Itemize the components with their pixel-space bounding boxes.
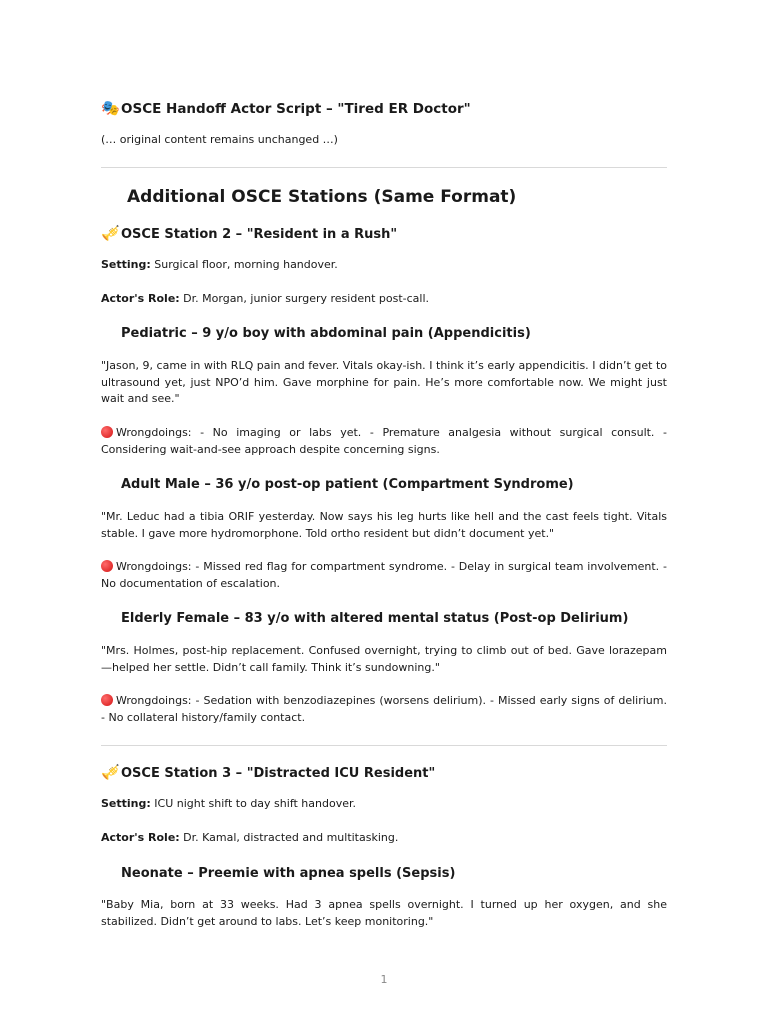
theater-masks-icon: 🎭	[101, 99, 120, 117]
script-title: 🎭OSCE Handoff Actor Script – "Tired ER Doctor"	[101, 99, 471, 117]
trumpet-icon: 🎺	[101, 763, 120, 781]
station-3-setting: Setting: ICU night shift to day shift handover.	[101, 797, 356, 810]
case-quote: "Jason, 9, came in with RLQ pain and fever. Vitals okay-ish. I think it’s early appendicitis. I didn’t get to ultrasound yet, just NPO’d him. Gave morphine for pain. He’s more comfortable now. We might just wait and see."	[101, 359, 667, 405]
page-number: 1	[380, 973, 388, 986]
case-title: Pediatric – 9 y/o boy with abdominal pain (Appendicitis)	[121, 326, 531, 341]
red-circle-icon	[101, 560, 113, 572]
case-title: Neonate – Preemie with apnea spells (Sepsis)	[121, 866, 456, 881]
case-wrongdoings: Wrongdoings: - Missed red flag for compartment syndrome. - Delay in surgical team involvement. - No documentation of escalation.	[101, 560, 667, 590]
unchanged-note: (… original content remains unchanged …)	[101, 133, 338, 146]
trumpet-icon: 🎺	[101, 224, 120, 242]
divider	[101, 167, 667, 168]
case-wrongdoings: Wrongdoings: - No imaging or labs yet. - Premature analgesia without surgical consult. - Considering wait-and-see approach despite concerning signs.	[101, 426, 667, 456]
case-wrongdoings: Wrongdoings: - Sedation with benzodiazepines (worsens delirium). - Missed early signs of delirium. - No collateral history/family contact.	[101, 694, 667, 724]
case-quote: "Mr. Leduc had a tibia ORIF yesterday. Now says his leg hurts like hell and the cast feels tight. Vitals stable. I gave more hydromorphone. Told ortho resident but didn’t document yet."	[101, 510, 667, 540]
case-title: Adult Male – 36 y/o post-op patient (Compartment Syndrome)	[121, 477, 574, 492]
station-2-title: 🎺OSCE Station 2 – "Resident in a Rush"	[101, 224, 398, 242]
station-2-setting: Setting: Surgical floor, morning handover.	[101, 258, 338, 271]
divider	[101, 745, 667, 746]
main-title: Additional OSCE Stations (Same Format)	[127, 187, 517, 207]
station-2-role: Actor's Role: Dr. Morgan, junior surgery resident post-call.	[101, 292, 430, 305]
case-quote: "Mrs. Holmes, post-hip replacement. Confused overnight, trying to climb out of bed. Gave lorazepam—helped her settle. Didn’t call family. Think it’s sundowning."	[101, 644, 667, 674]
station-3-role: Actor's Role: Dr. Kamal, distracted and multitasking.	[101, 831, 399, 844]
station-3-title: 🎺OSCE Station 3 – "Distracted ICU Resident"	[101, 763, 436, 781]
case-quote: "Baby Mia, born at 33 weeks. Had 3 apnea spells overnight. I turned up her oxygen, and she stabilized. Didn’t get around to labs. Let’s keep monitoring."	[101, 898, 667, 928]
red-circle-icon	[101, 694, 113, 706]
case-title: Elderly Female – 83 y/o with altered mental status (Post-op Delirium)	[121, 611, 629, 626]
red-circle-icon	[101, 426, 113, 438]
